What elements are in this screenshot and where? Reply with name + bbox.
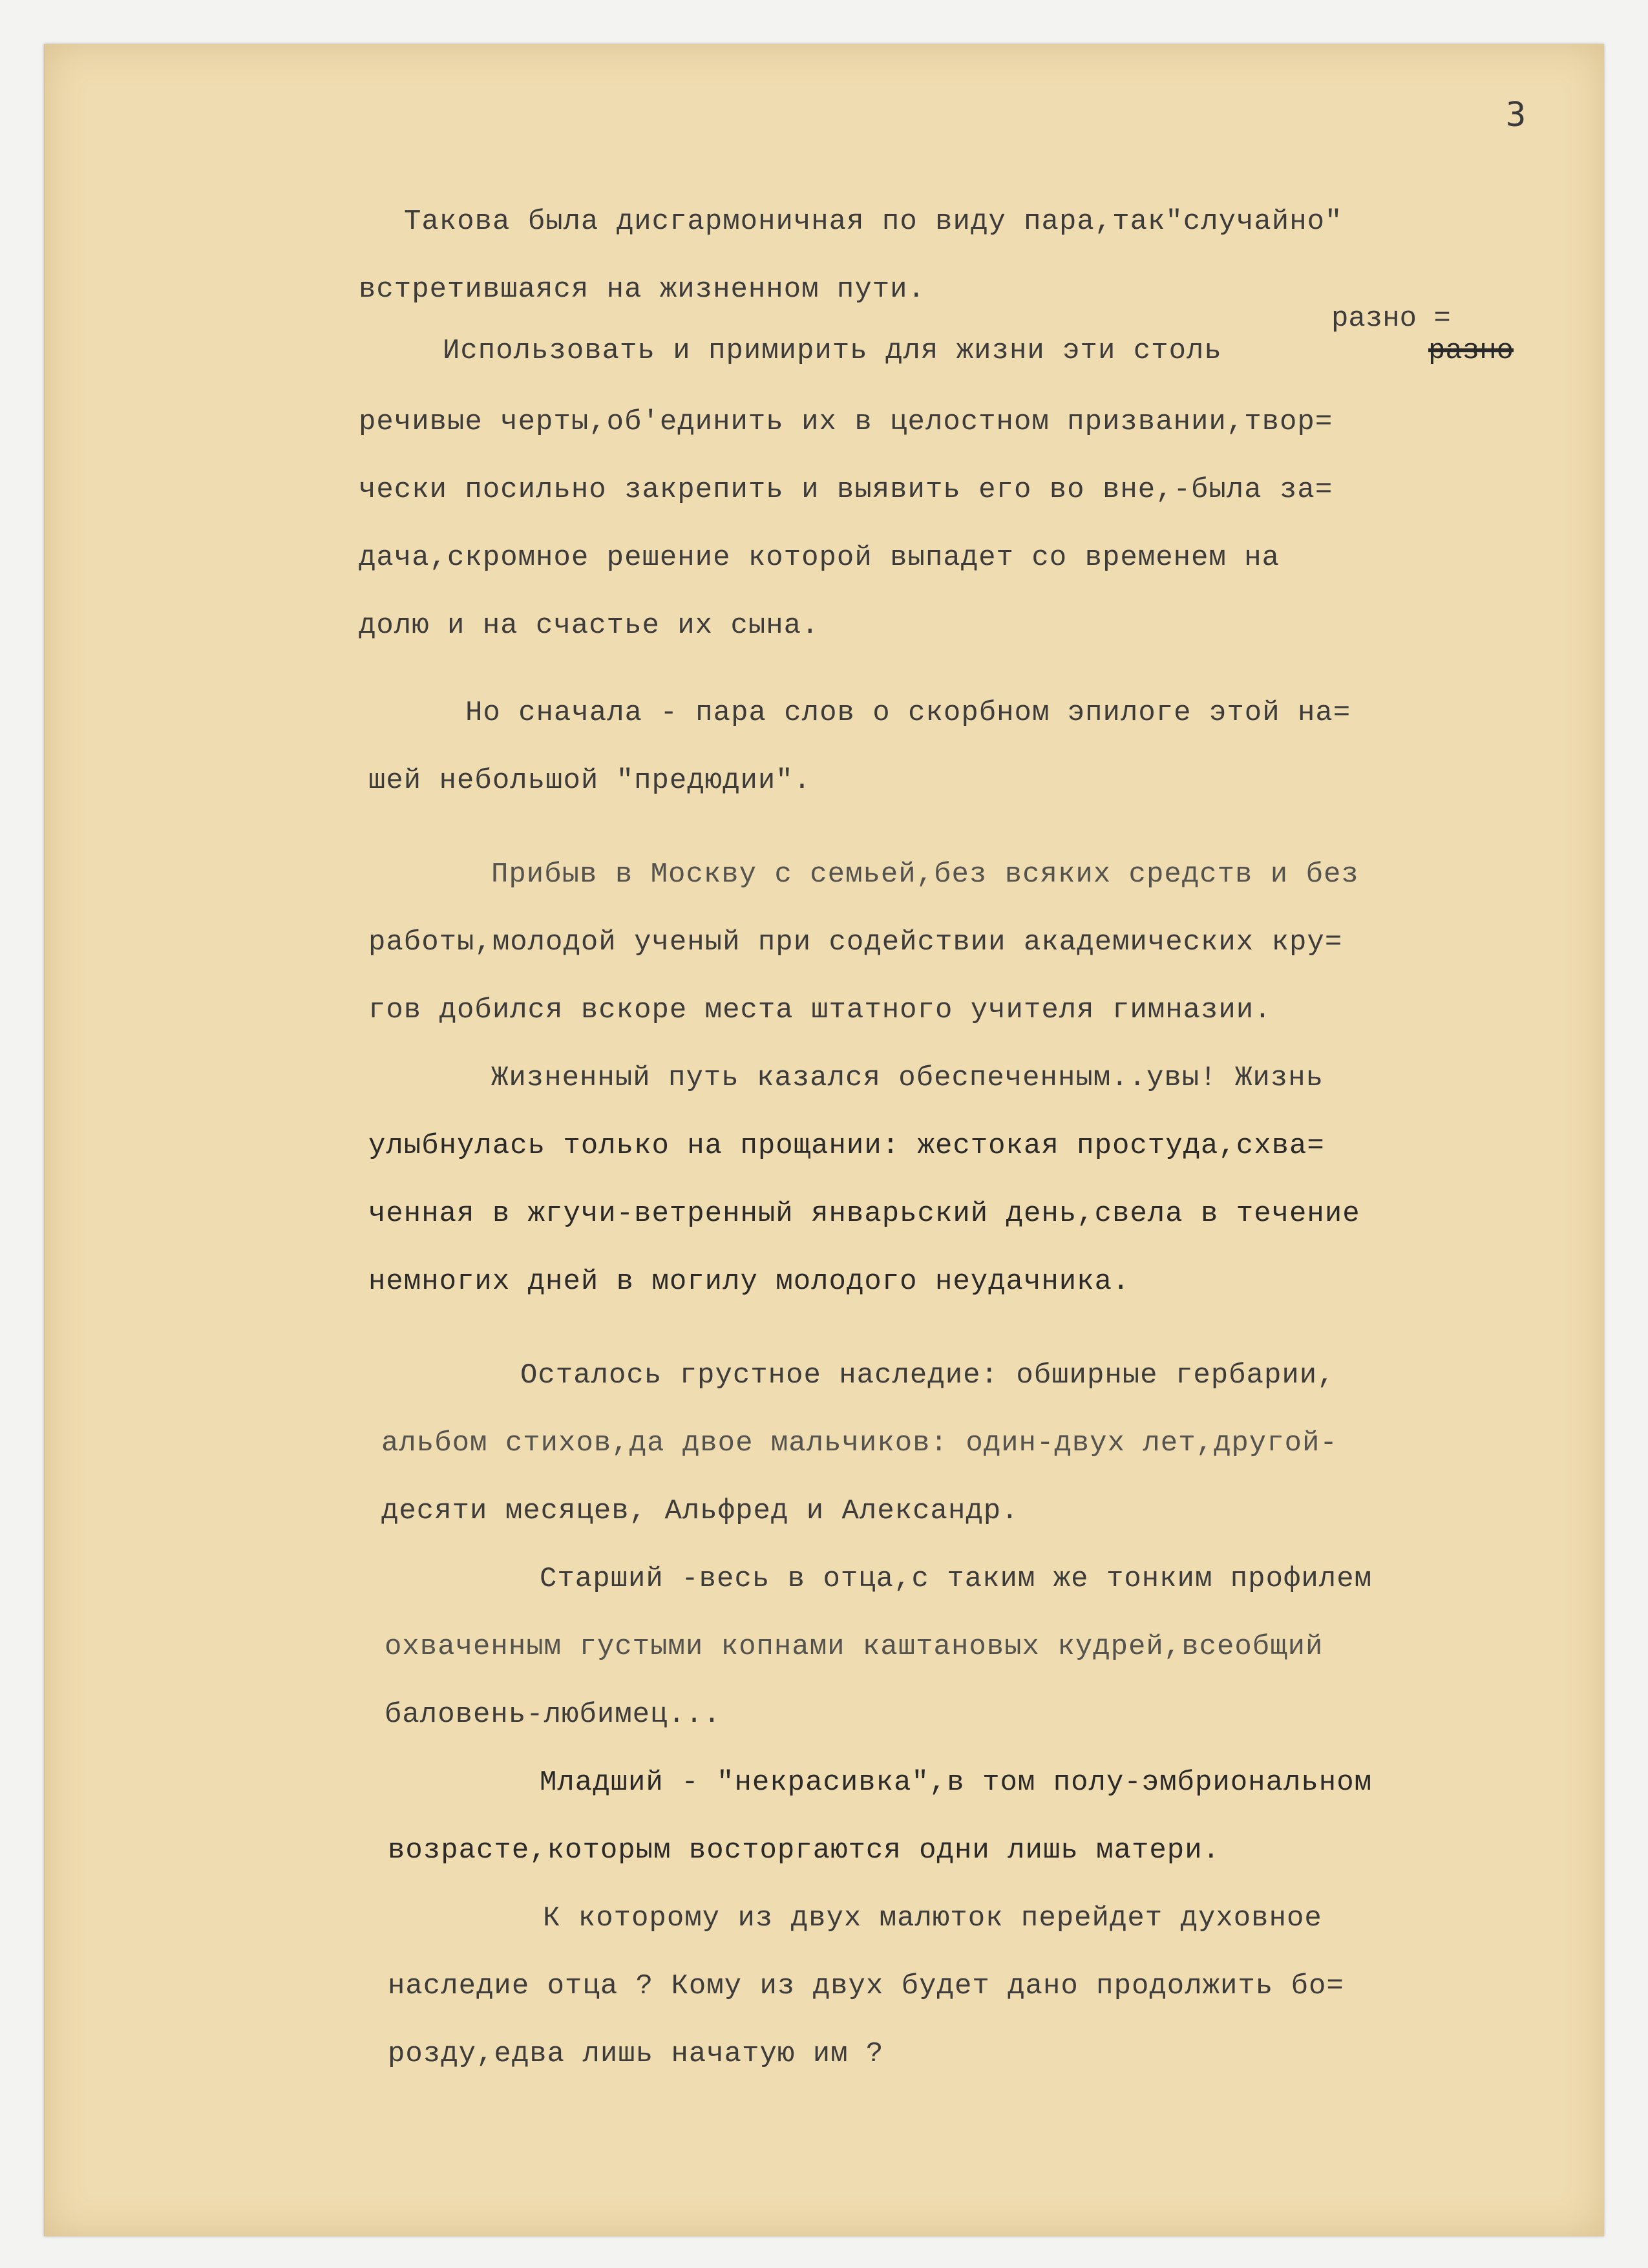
text-line-20: Старший -весь в отца,с таким же тонким профилем bbox=[540, 1563, 1373, 1595]
text-line-18: альбом стихов,да двое мальчиков: один-двух лет,другой- bbox=[381, 1427, 1338, 1459]
text-line-23: Младший - "некрасивка",в том полу-эмбриональном bbox=[540, 1766, 1373, 1799]
struck-out-word: разно bbox=[1428, 335, 1514, 367]
typewritten-page bbox=[44, 44, 1604, 2236]
text-line-7: долю и на счастье их сына. bbox=[359, 609, 819, 642]
text-line-8: Но сначала - пара слов о скорбном эпилоге этой на= bbox=[465, 697, 1351, 729]
text-line-13: Жизненный путь казался обеспеченным..увы! Жизнь bbox=[491, 1062, 1324, 1094]
text-line-11: работы,молодой ученый при содействии академических кру= bbox=[368, 926, 1343, 959]
text-line-27: розду,едва лишь начатую им ? bbox=[388, 2038, 884, 2070]
text-line-19: десяти месяцев, Альфред и Александр. bbox=[381, 1495, 1019, 1527]
handwritten-insertion: разно = bbox=[1331, 302, 1451, 335]
text-line-15: ченная в жгучи-ветренный январьский день,свела в течение bbox=[368, 1198, 1360, 1230]
text-line-25: К которому из двух малюток перейдет духовное bbox=[543, 1902, 1322, 1934]
text-line-22: баловень-любимец... bbox=[385, 1699, 721, 1731]
text-line-26: наследие отца ? Кому из двух будет дано продолжить бо= bbox=[388, 1970, 1344, 2002]
text-line-12: гов добился вскоре места штатного учителя гимназии. bbox=[368, 994, 1272, 1026]
text-line-10: Прибыв в Москву с семьей,без всяких средств и без bbox=[491, 858, 1359, 891]
page-number: 3 bbox=[1506, 96, 1527, 134]
text-line-21: охваченным густыми копнами каштановых кудрей,всеобщий bbox=[385, 1631, 1324, 1663]
text-line-3: Использовать и примирить для жизни эти столь bbox=[443, 335, 1222, 367]
text-line-16: немногих дней в могилу молодого неудачника. bbox=[368, 1266, 1130, 1298]
text-line-6: дача,скромное решение которой выпадет со временем на bbox=[359, 542, 1280, 574]
text-line-5: чески посильно закрепить и выявить его во вне,-была за= bbox=[359, 474, 1333, 506]
text-line-2: встретившаяся на жизненном пути. bbox=[359, 273, 925, 306]
text-line-1: Такова была дисгармоничная по виду пара,так"случайно" bbox=[404, 206, 1343, 238]
text-line-9: шей небольшой "предюдии". bbox=[368, 765, 812, 797]
text-line-14: улыбнулась только на прощании: жестокая простуда,схва= bbox=[368, 1130, 1325, 1162]
text-line-4: речивые черты,об'единить их в целостном призвании,твор= bbox=[359, 406, 1333, 438]
text-line-24: возрасте,которым восторгаются одни лишь матери. bbox=[388, 1834, 1221, 1867]
text-line-17: Осталось грустное наследие: обширные гербарии, bbox=[520, 1359, 1335, 1392]
